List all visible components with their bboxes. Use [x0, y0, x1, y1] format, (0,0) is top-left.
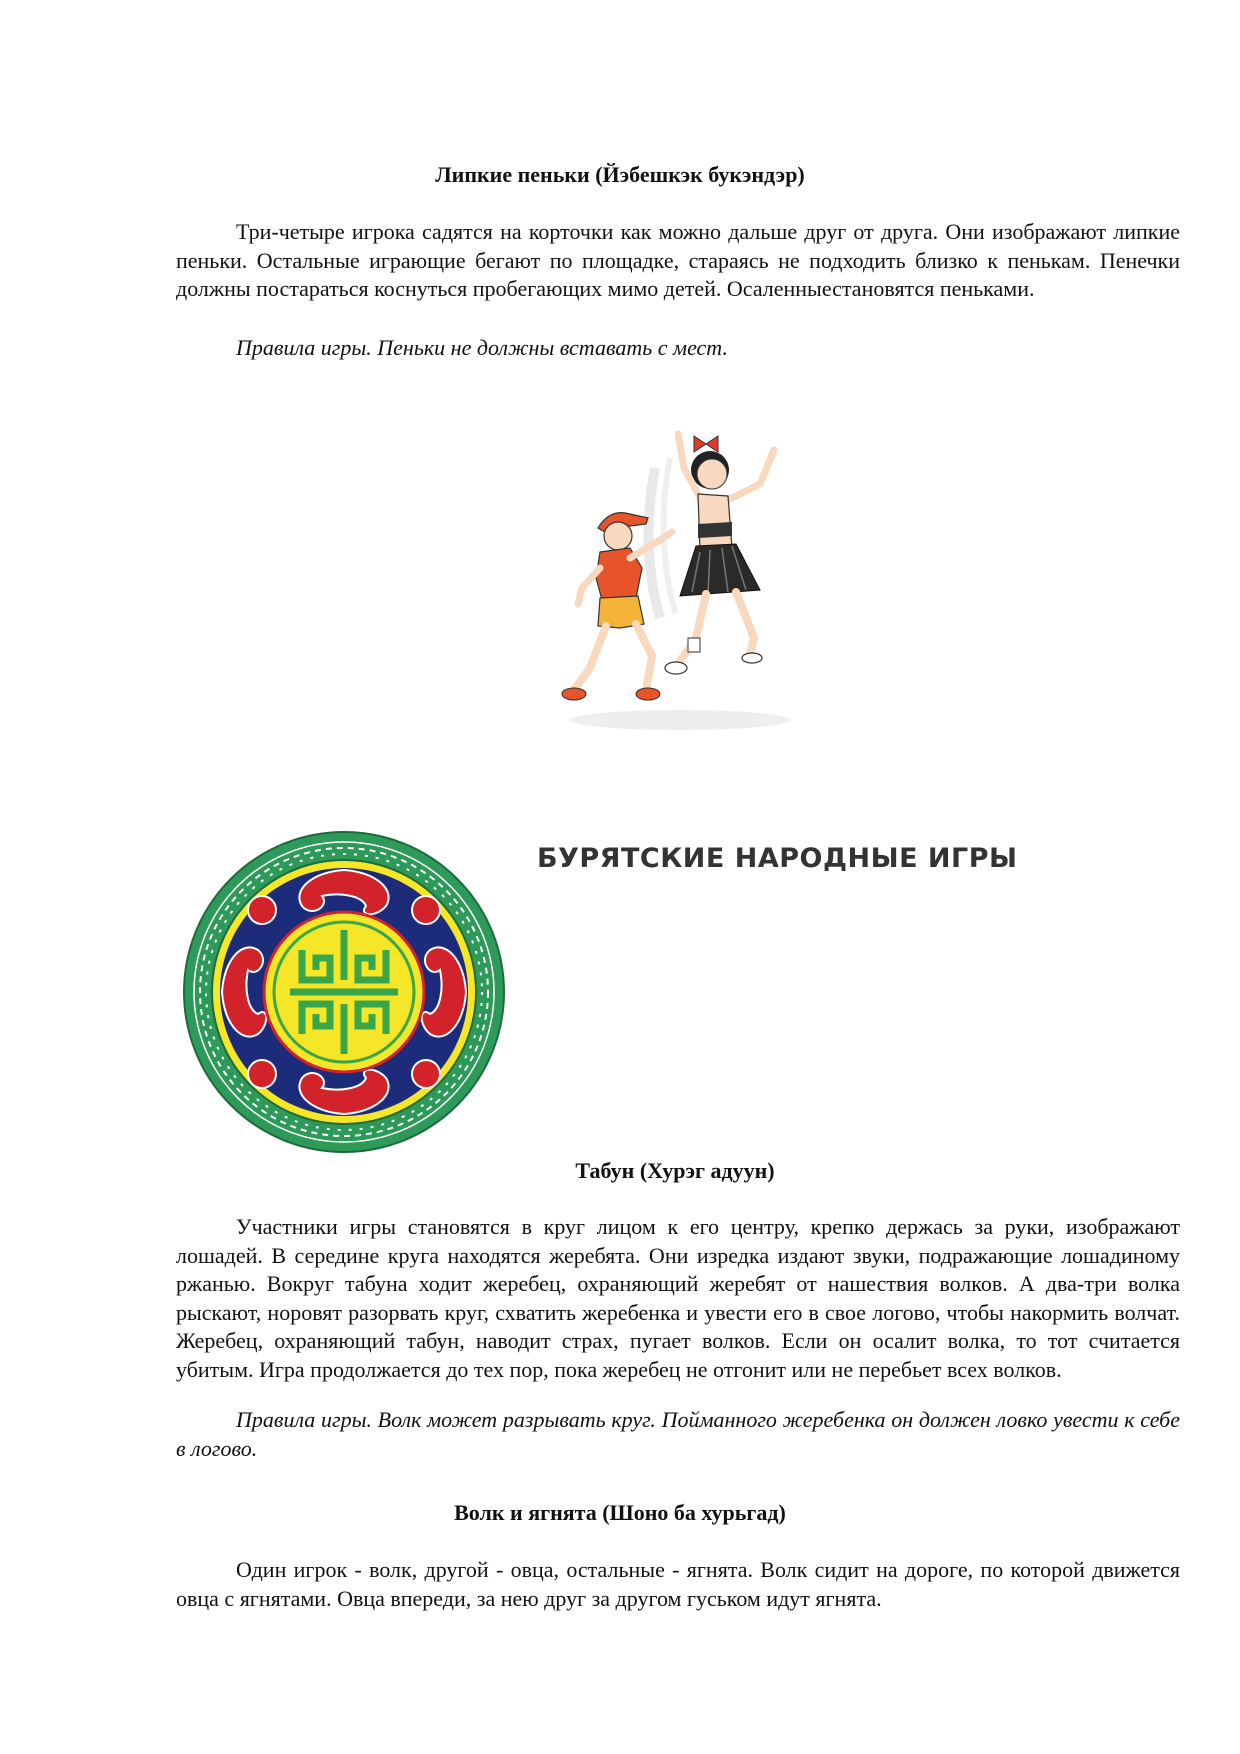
game2-rules — [176, 1406, 1180, 1463]
section-heading: БУРЯТСКИЕ НАРОДНЫЕ ИГРЫ — [537, 843, 1018, 874]
game1-rules — [176, 334, 1180, 363]
game2-rules-text: Правила игры. Волк может разрывать круг. Пойманного жеребенка он должен ловко увести к себе в логово. — [176, 1407, 1180, 1461]
game2-text: Участники игры становятся в круг лицом к его центру, крепко держась за руки, изображают лошадей. В середине круга находятся жеребята. Они изредка издают звуки, подражающие лошадиному ржанью. Вокруг табуна ходит жеребец, охраняющий жеребят от нашествия волков. А два-три волка рыскают, норовят разорвать круг, схватить жеребенка и увести его в свое логово, чтобы накормить волчат. Жеребец, охраняющий табун, наводит страх, пугает волков. Если он осалит волка, то тот считается убитым. Игра продолжается до тех пор, пока жеребец не отгонит или не перебьет всех волков. — [176, 1214, 1180, 1382]
game3-description — [176, 1556, 1180, 1613]
game3-text: Один игрок - волк, другой - овца, остальные - ягнята. Волк сидит на дороге, по которой движется овца с ягнятами. Овца впереди, за нею друг за другом гуськом идут ягнята. — [176, 1557, 1180, 1611]
game2-title: Табун (Хурэг адуун) — [575, 1158, 775, 1183]
game1-rules-text: Правила игры. Пеньки не должны вставать с мест. — [236, 335, 728, 360]
game2-description — [176, 1213, 1180, 1385]
game1-title: Липкие пеньки (Йэбешкэк букэндэр) — [435, 162, 805, 187]
game1-text: Три-четыре игрока садятся на корточки как можно дальше друг от друга. Они изображают липкие пеньки. Остальные играющие бегают по площадке, стараясь не подходить близко к пенькам. Пенечки должны постараться коснуться пробегающих мимо детей. Осаленныестановятся пеньками. — [176, 219, 1180, 302]
girl-figure — [665, 434, 774, 674]
game3-title: Волк и ягнята (Шоно ба хурьгад) — [454, 1500, 786, 1525]
game1-description — [176, 218, 1180, 304]
children-playing-illustration — [560, 428, 830, 738]
buryat-circular-ornament — [182, 830, 506, 1154]
